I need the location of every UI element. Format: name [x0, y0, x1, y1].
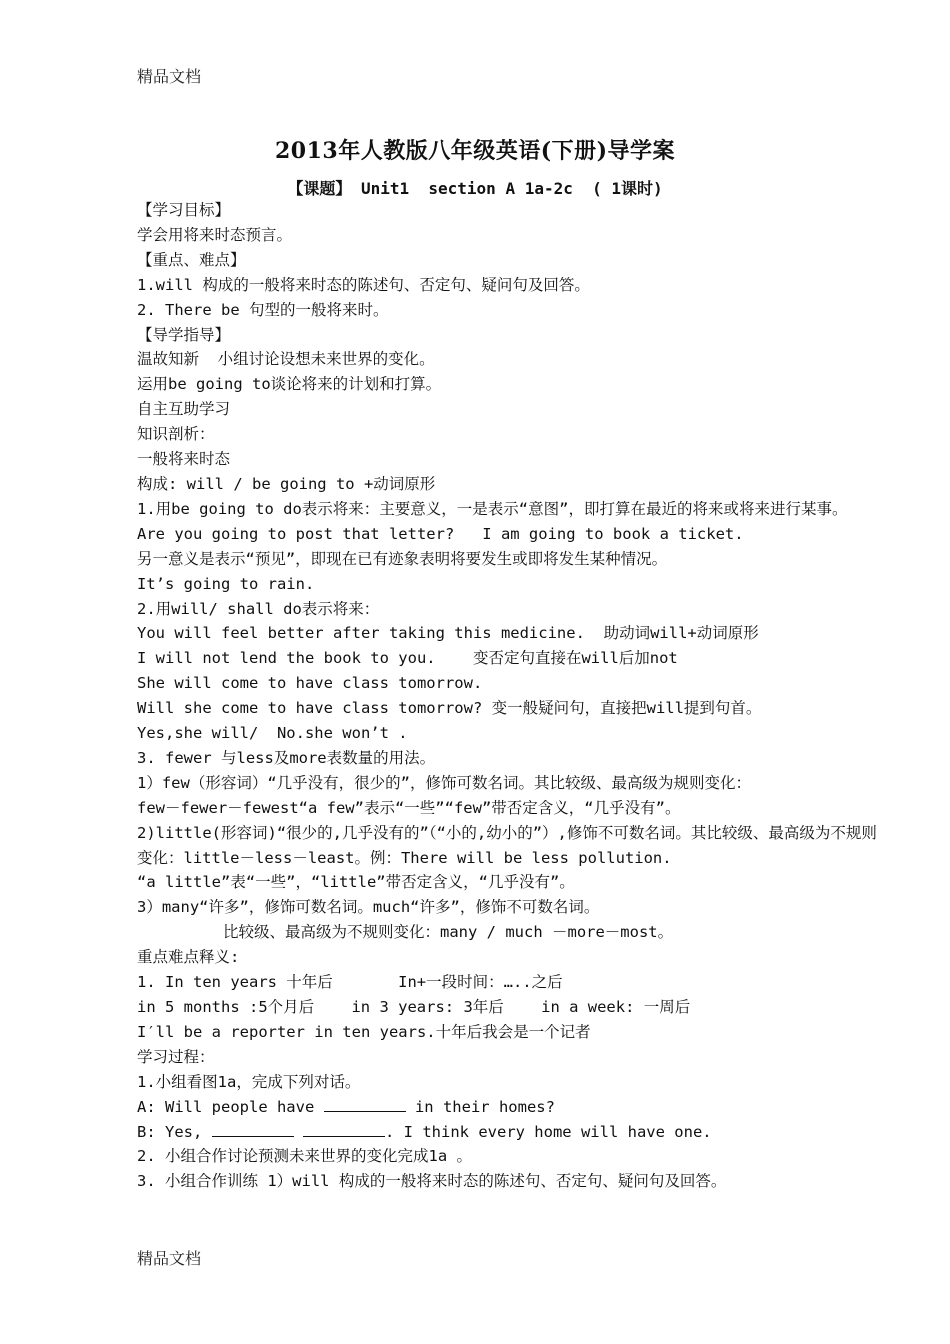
section-heading: 【导学指导】: [137, 325, 231, 344]
section-heading: 【学习目标】: [137, 201, 231, 219]
text-line: 另一意义是表示“预见”，即现在已有迹象表明将要发生或即将发生某种情况。: [137, 549, 668, 568]
example-sentence: I will not lend the book to you. 变否定句直接在will后加not: [137, 649, 678, 668]
fill-in-blank[interactable]: [324, 1097, 406, 1112]
text-line: 重点难点释义:: [137, 948, 240, 967]
text-line: 1）few（形容词）“几乎没有，很少的”，修饰可数名词。其比较级、最高级为规则变化：: [137, 773, 751, 792]
text-paragraph: 2)little(形容词)“很少的,几乎没有的”（“小的,幼小的”）,修饰不可数名词。其比较级、最高级为不规则变化：little－less－least。例：There will be less pollution.: [137, 823, 877, 867]
text-line: 自主互助学习: [137, 400, 231, 419]
fill-in-blank[interactable]: [212, 1122, 294, 1137]
text-line: “a little”表“一些”，“little”带否定含义，“几乎没有”。: [137, 873, 575, 892]
text-line: 2.用will/ shall do表示将来：: [137, 599, 380, 618]
lesson-subtitle: 【课题】 Unit1 section A 1a-2c ( 1课时): [287, 179, 663, 198]
header-watermark: 精品文档: [137, 67, 202, 86]
fill-in-blank[interactable]: [303, 1122, 385, 1137]
text-line: 3）many“许多”，修饰可数名词。much“许多”，修饰不可数名词。: [137, 898, 600, 917]
text-line: 2. There be 句型的一般将来时。: [137, 300, 389, 319]
dialog-line-b: [137, 1120, 889, 1145]
dialog-b-prefix: B: Yes,: [137, 1122, 212, 1141]
footer-watermark: 精品文档: [137, 1249, 202, 1268]
text-line: 1.will 构成的一般将来时态的陈述句、否定句、疑问句及回答。: [137, 275, 590, 294]
document-body: [137, 198, 889, 1194]
example-sentence: It’s going to rain.: [137, 574, 315, 593]
text-line: 一般将来时态: [137, 450, 231, 469]
example-sentence: Are you going to post that letter? I am going to book a ticket.: [137, 524, 744, 543]
dialog-a-prefix: A: Will people have: [137, 1097, 324, 1116]
text-line: 温故知新 小组讨论设想未来世界的变化。: [137, 350, 435, 369]
example-sentence: She will come to have class tomorrow.: [137, 674, 483, 693]
text-line: in 5 months :5个月后 in 3 years: 3年后 in a week: 一周后: [137, 998, 691, 1016]
text-line: 运用be going to谈论将来的计划和打算。: [137, 375, 442, 394]
example-sentence: I′ll be a reporter in ten years.十年后我会是一个记者: [137, 1022, 591, 1041]
dialog-line-a: [137, 1095, 889, 1120]
example-sentence: You will feel better after taking this medicine. 助动词will+动词原形: [137, 624, 759, 643]
text-line: 1. In ten years 十年后 In+一段时间：…..之后: [137, 973, 563, 992]
example-sentence: Yes,she will/ No.she won’t .: [137, 724, 408, 743]
document-title: 2013年人教版八年级英语(下册)导学案: [274, 138, 676, 164]
text-line: 1.小组看图1a，完成下列对话。: [137, 1072, 361, 1091]
section-heading: 【重点、难点】: [137, 250, 246, 269]
dialog-a-suffix: in their homes?: [405, 1097, 555, 1116]
text-line: 学会用将来时态预言。: [137, 225, 293, 244]
text-line: 学习过程：: [137, 1047, 215, 1066]
text-line: 3. 小组合作训练 1）will 构成的一般将来时态的陈述句、否定句、疑问句及回答。: [137, 1172, 727, 1191]
text-paragraph: 1.用be going to do表示将来：主要意义，一是表示“意图”，即打算在最近的将来或将来进行某事。: [137, 499, 848, 518]
text-line: 知识剖析：: [137, 425, 215, 444]
text-line: 比较级、最高级为不规则变化：many / much －more－most。: [223, 923, 674, 942]
text-line: few－fewer－fewest“a few”表示“一些”“few”带否定含义，“几乎没有”。: [137, 798, 681, 817]
dialog-b-suffix: . I think every home will have one.: [385, 1122, 712, 1141]
example-sentence: Will she come to have class tomorrow? 变一般疑问句，直接把will提到句首。: [137, 699, 762, 718]
text-line: 3. fewer 与less及more表数量的用法。: [137, 748, 436, 767]
dialog-b-middle: [294, 1123, 303, 1141]
text-line: 构成: will / be going to +动词原形: [137, 474, 436, 493]
text-line: 2. 小组合作讨论预测未来世界的变化完成1a 。: [137, 1147, 472, 1166]
